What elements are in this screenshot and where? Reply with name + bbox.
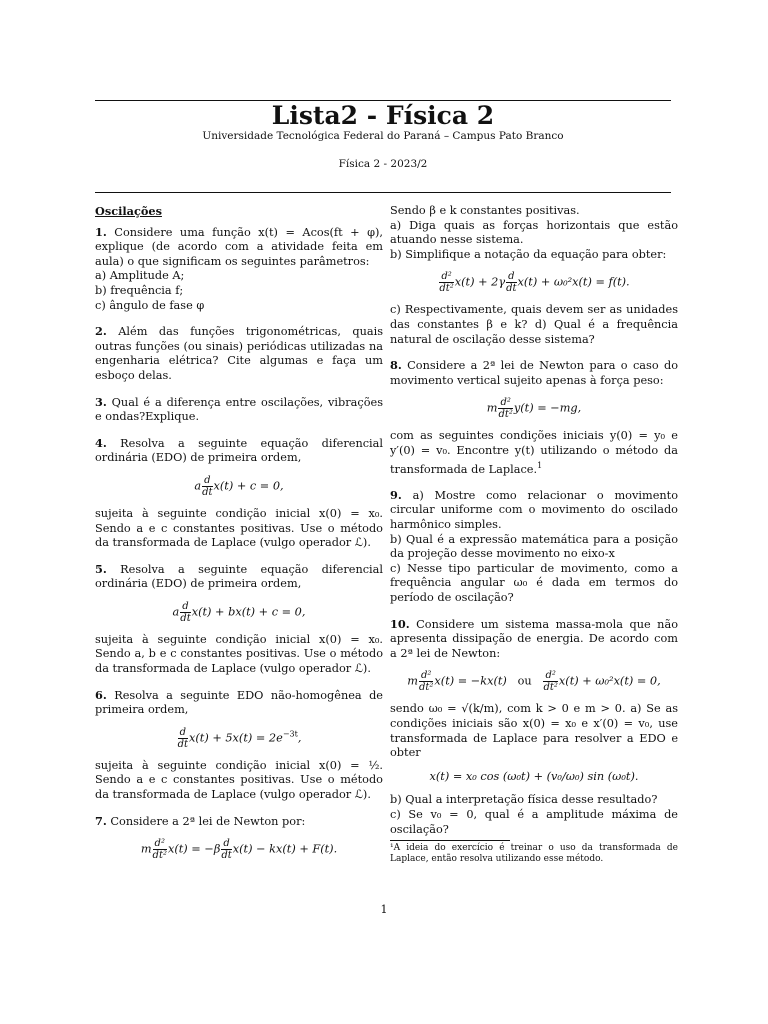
q10-part-b: b) Qual a interpretação física desse resultado? xyxy=(390,793,658,807)
right-column xyxy=(390,204,678,865)
q9-part-b: b) Qual é a expressão matemática para a posição da projeção desse movimento no eixo-x xyxy=(390,532,678,561)
course-label: Física 2 - 2023/2 xyxy=(338,158,428,170)
q1-item-c: c) ângulo de fase φ xyxy=(95,298,205,312)
q1-item-a: a) Amplitude A; xyxy=(95,269,185,283)
question-9: 9. a) Mostre como relacionar o movimento circular uniforme com o movimento do oscilado harmônico simples. xyxy=(390,487,678,532)
question-8: 8. Considere a 2ª lei de Newton para o caso do movimento vertical sujeito apenas à força peso: xyxy=(390,358,679,387)
q7-equation: m $\frac{\text{d²}}{\text{dt²}}$ x(t) = −β $\frac{d}{dt}$ x(t) − kx(t) + F(t). xyxy=(140,838,338,862)
institution: Universidade Tecnológica Federal do Paraná – Campus Pato Branco xyxy=(202,130,564,142)
q7-continuation: Sendo β e k constantes positivas. xyxy=(390,204,580,217)
page-number: 1 xyxy=(380,903,388,916)
d-dt-fraction: $\frac{d}{dt}$ xyxy=(177,726,188,750)
question-5: 5. Resolva a seguinte equação diferencial ordinária (EDO) de primeira ordem, xyxy=(95,561,384,591)
q7-part-b: b) Simplifique a notação da equação para obter: xyxy=(390,247,667,261)
q7-part-a: a) Diga quais as forças horizontais que estão atuando nesse sistema. xyxy=(390,218,678,247)
q8-equation: m $\frac{\text{d²}}{\text{dt²}}$ y(t) = −mg, xyxy=(486,397,582,421)
q7-part-c: c) Respectivamente, quais devem ser as unidades das constantes β e k? d) Qual é a frequência natural de oscilação desse sistema? xyxy=(390,303,678,346)
d-dt-fraction: $\frac{d}{dt}$ xyxy=(180,600,191,624)
q10-equations: m $\frac{\text{d²}}{\text{dt²}}$ x(t) = −kx(t) ou $\frac{\text{d²}}{\text{dt²}}$ x(t) + ω₀²x(t) = 0, xyxy=(407,670,661,694)
footnote-rule xyxy=(390,840,510,841)
q5-conditions: sujeita à seguinte condição inicial x(0) = x₀. Sendo a, b e c constantes positivas. Use o método da transformada de Laplace (vulgo operador ℒ). xyxy=(95,632,383,676)
q8-conditions: com as seguintes condições iniciais y(0) = y₀ e y′(0) = v₀. Encontre y(t) utilizando o método da transformada de Laplace.$^1$ xyxy=(390,429,678,476)
q6-equation: $\frac{d}{dt}$ $x(t) + 5x(t) = 2e^{-3t}$, xyxy=(177,726,302,750)
q6-conditions: sujeita à seguinte condição inicial x(0) = ½. Sendo a e c constantes positivas. Use o método da transformada de Laplace (vulgo operador ℒ). xyxy=(95,758,383,802)
q10-part-c: c) Se v₀ = 0, qual é a amplitude máxima de oscilação? xyxy=(390,807,678,836)
question-6: 6. Resolva a seguinte EDO não-homogênea de primeira ordem, xyxy=(95,687,383,717)
header-rule xyxy=(95,192,671,193)
q5-equation: a $\frac{d}{dt}$ x(t) + bx(t) + c = 0, xyxy=(172,600,306,624)
q10-middle: sendo ω₀ = √(k/m), com k > 0 e m > 0. a) Se as condições iniciais são x(0) = x₀ e x′(0) = v₀, use transformada de Laplace para resolver a EDO e obter xyxy=(390,702,678,760)
question-3: 3. Qual é a diferença entre oscilações, vibrações e ondas?Explique. xyxy=(95,394,383,424)
left-column xyxy=(95,204,383,870)
page-title: Lista2 - Física 2 xyxy=(271,101,495,130)
section-title: Oscilações xyxy=(95,204,162,218)
d-dt-fraction: $\frac{d}{dt}$ xyxy=(202,474,213,498)
q7-simplified-equation: $\frac{\text{d²}}{\text{dt²}}$ x(t) + 2γ $\frac{d}{dt}$ x(t) + ω₀²x(t) = f(t). xyxy=(439,271,630,295)
question-1: 1. Considere uma função x(t) = Acos(ft + φ), explique (de acordo com a atividade feita em aula) o que significam os seguintes parâmetros: xyxy=(95,224,383,268)
question-10: 10. Considere um sistema massa-mola que não apresenta dissipação de energia. De acordo com a 2ª lei de Newton: xyxy=(390,616,678,660)
q1-item-b: b) frequência f; xyxy=(95,283,184,297)
q10-solution-equation: x(t) = x₀ cos (ω₀t) + (v₀/ω₀) sin (ω₀t). xyxy=(429,769,639,783)
question-4: 4. Resolva a seguinte equação diferencial ordinária (EDO) de primeira ordem, xyxy=(95,435,384,465)
footnote-mark[interactable]: 1 xyxy=(537,460,543,470)
footnote: ¹A ideia do exercício é treinar o uso da transformada de Laplace, então resolva utilizando esse método. xyxy=(390,843,678,865)
q9-part-c: c) Nesse tipo particular de movimento, como a frequência angular ω₀ é dada em termos do período de oscilação? xyxy=(390,561,678,605)
question-7: 7. Considere a 2ª lei de Newton por: xyxy=(95,813,306,828)
question-2: 2. Além das funções trigonométricas, quais outras funções (ou sinais) periódicas utilizadas na engenharia elétrica? Cite algumas e faça um esboço delas. xyxy=(95,324,384,382)
q4-equation: a $\frac{d}{dt}$ x(t) + c = 0, xyxy=(194,474,284,498)
q4-conditions: sujeita à seguinte condição inicial x(0) = x₀. Sendo a e c constantes positivas. Use o método da transformada de Laplace (vulgo operador ℒ). xyxy=(95,506,383,550)
